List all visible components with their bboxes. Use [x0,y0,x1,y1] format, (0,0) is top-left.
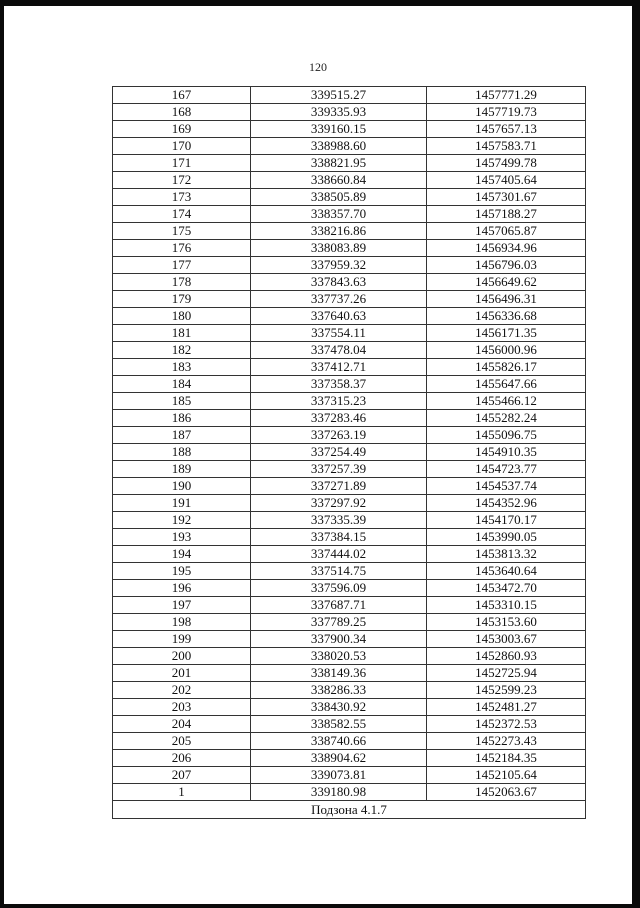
x-coordinate-cell: 338505.89 [251,189,427,206]
y-coordinate-cell: 1452372.53 [427,716,586,733]
point-number-cell: 195 [113,563,251,580]
table-row [113,257,586,274]
table-row [113,189,586,206]
x-coordinate-cell: 338430.92 [251,699,427,716]
point-number-cell: 198 [113,614,251,631]
x-coordinate-cell: 337478.04 [251,342,427,359]
point-number-cell: 177 [113,257,251,274]
table-row [113,155,586,172]
x-coordinate-cell: 337358.37 [251,376,427,393]
point-number-cell: 199 [113,631,251,648]
y-coordinate-cell: 1455096.75 [427,427,586,444]
x-coordinate-cell: 337384.15 [251,529,427,546]
y-coordinate-cell: 1457499.78 [427,155,586,172]
table-row [113,512,586,529]
table-row [113,529,586,546]
table-row [113,308,586,325]
y-coordinate-cell: 1456496.31 [427,291,586,308]
x-coordinate-cell: 337283.46 [251,410,427,427]
y-coordinate-cell: 1452105.64 [427,767,586,784]
table-row [113,648,586,665]
point-number-cell: 202 [113,682,251,699]
x-coordinate-cell: 338988.60 [251,138,427,155]
point-number-cell: 196 [113,580,251,597]
subzone-label: Подзона 4.1.7 [113,801,586,819]
y-coordinate-cell: 1453310.15 [427,597,586,614]
y-coordinate-cell: 1455647.66 [427,376,586,393]
point-number-cell: 192 [113,512,251,529]
table-row [113,325,586,342]
y-coordinate-cell: 1452599.23 [427,682,586,699]
x-coordinate-cell: 338740.66 [251,733,427,750]
point-number-cell: 172 [113,172,251,189]
point-number-cell: 205 [113,733,251,750]
point-number-cell: 184 [113,376,251,393]
point-number-cell: 183 [113,359,251,376]
table-row [113,478,586,495]
table-row [113,546,586,563]
y-coordinate-cell: 1452725.94 [427,665,586,682]
x-coordinate-cell: 339515.27 [251,87,427,104]
y-coordinate-cell: 1457771.29 [427,87,586,104]
table-row [113,580,586,597]
x-coordinate-cell: 337596.09 [251,580,427,597]
y-coordinate-cell: 1452063.67 [427,784,586,801]
table-row [113,461,586,478]
x-coordinate-cell: 338286.33 [251,682,427,699]
y-coordinate-cell: 1453813.32 [427,546,586,563]
coordinates-table [112,86,586,819]
y-coordinate-cell: 1454537.74 [427,478,586,495]
table-row [113,172,586,189]
table-row [113,597,586,614]
table-row [113,614,586,631]
point-number-cell: 1 [113,784,251,801]
table-row [113,699,586,716]
point-number-cell: 206 [113,750,251,767]
x-coordinate-cell: 339073.81 [251,767,427,784]
point-number-cell: 174 [113,206,251,223]
table-row [113,206,586,223]
table-row [113,563,586,580]
point-number-cell: 188 [113,444,251,461]
point-number-cell: 171 [113,155,251,172]
table-row [113,291,586,308]
x-coordinate-cell: 337444.02 [251,546,427,563]
table-row [113,495,586,512]
point-number-cell: 201 [113,665,251,682]
y-coordinate-cell: 1457405.64 [427,172,586,189]
y-coordinate-cell: 1455466.12 [427,393,586,410]
x-coordinate-cell: 337789.25 [251,614,427,631]
table-row [113,750,586,767]
x-coordinate-cell: 337257.39 [251,461,427,478]
x-coordinate-cell: 337554.11 [251,325,427,342]
x-coordinate-cell: 339180.98 [251,784,427,801]
point-number-cell: 169 [113,121,251,138]
point-number-cell: 173 [113,189,251,206]
table-row [113,767,586,784]
y-coordinate-cell: 1457719.73 [427,104,586,121]
point-number-cell: 181 [113,325,251,342]
x-coordinate-cell: 338821.95 [251,155,427,172]
x-coordinate-cell: 338216.86 [251,223,427,240]
x-coordinate-cell: 337737.26 [251,291,427,308]
page-number: 120 [309,60,327,74]
y-coordinate-cell: 1457301.67 [427,189,586,206]
x-coordinate-cell: 337412.71 [251,359,427,376]
point-number-cell: 176 [113,240,251,257]
table-row [113,393,586,410]
table-row [113,682,586,699]
table-row [113,87,586,104]
table-row [113,427,586,444]
table-row [113,410,586,427]
coordinates-table-body [113,87,586,801]
x-coordinate-cell: 337900.34 [251,631,427,648]
point-number-cell: 180 [113,308,251,325]
y-coordinate-cell: 1453640.64 [427,563,586,580]
x-coordinate-cell: 337263.19 [251,427,427,444]
table-row [113,631,586,648]
y-coordinate-cell: 1456649.62 [427,274,586,291]
table-row [113,104,586,121]
y-coordinate-cell: 1454170.17 [427,512,586,529]
table-row [113,342,586,359]
y-coordinate-cell: 1456796.03 [427,257,586,274]
y-coordinate-cell: 1455826.17 [427,359,586,376]
x-coordinate-cell: 337959.32 [251,257,427,274]
x-coordinate-cell: 337297.92 [251,495,427,512]
x-coordinate-cell: 337640.63 [251,308,427,325]
y-coordinate-cell: 1452860.93 [427,648,586,665]
table-row [113,665,586,682]
point-number-cell: 178 [113,274,251,291]
y-coordinate-cell: 1457657.13 [427,121,586,138]
table-row [113,376,586,393]
y-coordinate-cell: 1453003.67 [427,631,586,648]
point-number-cell: 175 [113,223,251,240]
x-coordinate-cell: 339160.15 [251,121,427,138]
x-coordinate-cell: 337271.89 [251,478,427,495]
y-coordinate-cell: 1456000.96 [427,342,586,359]
y-coordinate-cell: 1454723.77 [427,461,586,478]
y-coordinate-cell: 1457583.71 [427,138,586,155]
table-row [113,359,586,376]
y-coordinate-cell: 1452273.43 [427,733,586,750]
x-coordinate-cell: 338904.62 [251,750,427,767]
y-coordinate-cell: 1456934.96 [427,240,586,257]
y-coordinate-cell: 1454910.35 [427,444,586,461]
point-number-cell: 185 [113,393,251,410]
table-row [113,274,586,291]
point-number-cell: 168 [113,104,251,121]
table-row [113,121,586,138]
y-coordinate-cell: 1453153.60 [427,614,586,631]
x-coordinate-cell: 338149.36 [251,665,427,682]
x-coordinate-cell: 337315.23 [251,393,427,410]
document-page [4,6,632,904]
y-coordinate-cell: 1454352.96 [427,495,586,512]
point-number-cell: 200 [113,648,251,665]
point-number-cell: 179 [113,291,251,308]
point-number-cell: 193 [113,529,251,546]
x-coordinate-cell: 339335.93 [251,104,427,121]
point-number-cell: 189 [113,461,251,478]
point-number-cell: 203 [113,699,251,716]
x-coordinate-cell: 338357.70 [251,206,427,223]
y-coordinate-cell: 1455282.24 [427,410,586,427]
point-number-cell: 167 [113,87,251,104]
y-coordinate-cell: 1453990.05 [427,529,586,546]
table-row [113,223,586,240]
y-coordinate-cell: 1456171.35 [427,325,586,342]
table-row [113,784,586,801]
y-coordinate-cell: 1457188.27 [427,206,586,223]
point-number-cell: 190 [113,478,251,495]
x-coordinate-cell: 338660.84 [251,172,427,189]
y-coordinate-cell: 1456336.68 [427,308,586,325]
x-coordinate-cell: 338582.55 [251,716,427,733]
table-row [113,716,586,733]
y-coordinate-cell: 1457065.87 [427,223,586,240]
point-number-cell: 187 [113,427,251,444]
x-coordinate-cell: 338020.53 [251,648,427,665]
x-coordinate-cell: 338083.89 [251,240,427,257]
point-number-cell: 207 [113,767,251,784]
x-coordinate-cell: 337514.75 [251,563,427,580]
x-coordinate-cell: 337687.71 [251,597,427,614]
y-coordinate-cell: 1453472.70 [427,580,586,597]
point-number-cell: 191 [113,495,251,512]
table-row [113,138,586,155]
y-coordinate-cell: 1452184.35 [427,750,586,767]
table-footer-row [113,801,586,819]
point-number-cell: 194 [113,546,251,563]
x-coordinate-cell: 337254.49 [251,444,427,461]
y-coordinate-cell: 1452481.27 [427,699,586,716]
table-row [113,733,586,750]
point-number-cell: 170 [113,138,251,155]
point-number-cell: 204 [113,716,251,733]
x-coordinate-cell: 337335.39 [251,512,427,529]
table-row [113,444,586,461]
point-number-cell: 186 [113,410,251,427]
table-row [113,240,586,257]
point-number-cell: 197 [113,597,251,614]
point-number-cell: 182 [113,342,251,359]
x-coordinate-cell: 337843.63 [251,274,427,291]
